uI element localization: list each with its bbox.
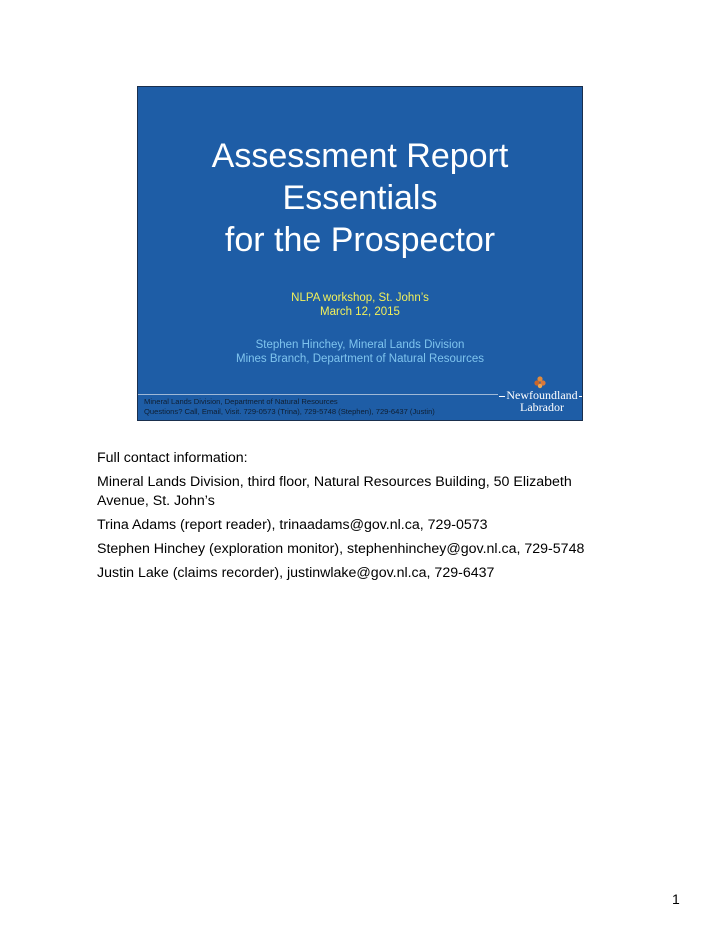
logo-text-labrador: Labrador — [520, 400, 564, 414]
notes-contact-trina: Trina Adams (report reader), trinaadams@gov.nl.ca, 729-0573 — [97, 517, 488, 533]
slide-title-line: for the Prospector — [224, 221, 496, 259]
speaker-notes — [97, 449, 617, 588]
slide-title-line: Assessment Report — [211, 137, 509, 175]
slide-event-info — [138, 291, 582, 319]
slide-author-info — [138, 338, 582, 366]
notes-contact-stephen: Stephen Hinchey (exploration monitor), stephenhinchey@gov.nl.ca, 729-5748 — [97, 541, 585, 557]
event-name: NLPA workshop, St. John’s — [291, 292, 429, 304]
event-date: March 12, 2015 — [320, 306, 400, 318]
slide-thumbnail — [137, 86, 583, 421]
slide-footer-divider — [138, 394, 498, 395]
newfoundland-labrador-logo — [503, 375, 581, 417]
logo-text-newfoundland: Newfoundland — [506, 388, 578, 402]
slide-title — [138, 135, 582, 261]
author-affiliation: Mines Branch, Department of Natural Resources — [236, 353, 484, 365]
notes-contact-justin: Justin Lake (claims recorder), justinwlake@gov.nl.ca, 729-6437 — [97, 565, 495, 581]
notes-heading: Full contact information: — [97, 450, 248, 466]
notes-address: Mineral Lands Division, third floor, Natural Resources Building, 50 Elizabeth Avenue, St. John’s — [97, 474, 572, 509]
page-number: 1 — [672, 891, 680, 907]
author-name: Stephen Hinchey, Mineral Lands Division — [255, 339, 465, 351]
footer-contact: Questions? Call, Email, Visit. 729-0573 (Trina), 729-5748 (Stephen), 729-6437 (Justin) — [144, 407, 435, 416]
slide-footer-text — [144, 397, 435, 417]
slide-title-line: Essentials — [282, 179, 438, 217]
pitcher-plant-icon — [533, 375, 547, 389]
footer-division: Mineral Lands Division, Department of Natural Resources — [144, 397, 338, 406]
